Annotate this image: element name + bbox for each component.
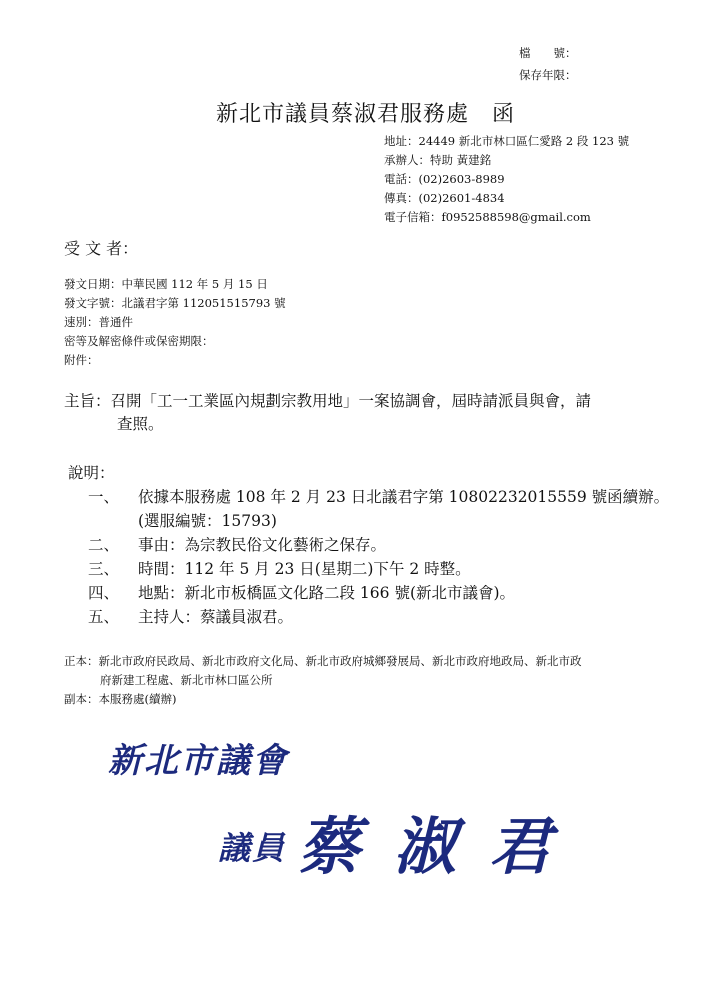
main-recipients-line-2: 府新建工程處、新北市林口區公所 — [100, 673, 273, 687]
explanation-item-text: 依據本服務處 108 年 2 月 23 日北議君字第 10802232015559 號函續辦。 — [138, 488, 670, 506]
email-line: 電子信箱：f0952588598@gmail.com — [384, 210, 591, 224]
explanation-item-text: (選服編號：15793) — [138, 512, 277, 530]
issue-date: 發文日期：中華民國 112 年 5 月 15 日 — [64, 277, 268, 291]
speed-category: 速別：普通件 — [64, 315, 133, 329]
explanation-item-text: 事由：為宗教民俗文化藝術之保存。 — [138, 536, 387, 554]
explanation-item-text: 主持人：蔡議員淑君。 — [138, 608, 294, 626]
councilor-role-stamp: 議員 — [218, 829, 287, 867]
copy-recipients: 副本：本服務處(續辦) — [64, 692, 177, 706]
document-number: 發文字號：北議君字第 112051515793 號 — [64, 296, 286, 310]
explanation-item-number: 一、 — [88, 488, 120, 506]
document-title: 新北市議員蔡淑君服務處 函 — [216, 102, 516, 127]
secrecy-level: 密等及解密條件或保密期限： — [64, 334, 214, 348]
explanation-item-number: 二、 — [88, 536, 120, 554]
subject-line-1: 主旨：召開「工一工業區內規劃宗教用地」一案協調會，屆時請派員與會，請 — [64, 392, 592, 410]
explanation-item-text: 地點：新北市板橋區文化路二段 166 號(新北市議會)。 — [138, 584, 516, 602]
fax-line: 傳真：(02)2601-4834 — [384, 191, 505, 205]
councilor-name-stamp: 蔡 淑 君 — [298, 810, 558, 883]
explanation-item-text: 時間：112 年 5 月 23 日(星期二)下午 2 時整。 — [138, 560, 471, 578]
explanation-heading: 說明： — [68, 464, 115, 482]
council-stamp: 新北市議會 — [108, 741, 288, 781]
main-recipients-line-1: 正本：新北市政府民政局、新北市政府文化局、新北市政府城鄉發展局、新北市政府地政局、新北市政 — [64, 654, 582, 668]
phone-line: 電話：(02)2603-8989 — [384, 172, 505, 186]
archive-number-label: 檔 號： — [519, 46, 577, 60]
attachment-label: 附件： — [64, 353, 99, 367]
explanation-item-number: 五、 — [88, 608, 120, 626]
explanation-item-number: 三、 — [88, 560, 120, 578]
subject-line-2: 查照。 — [117, 415, 164, 433]
retention-period-label: 保存年限： — [519, 68, 577, 82]
recipient-label: 受 文 者： — [64, 239, 139, 258]
handler-line: 承辦人：特助 黃建銘 — [384, 153, 492, 167]
explanation-item-number: 四、 — [88, 584, 120, 602]
address-line: 地址：24449 新北市林口區仁愛路 2 段 123 號 — [384, 134, 630, 148]
